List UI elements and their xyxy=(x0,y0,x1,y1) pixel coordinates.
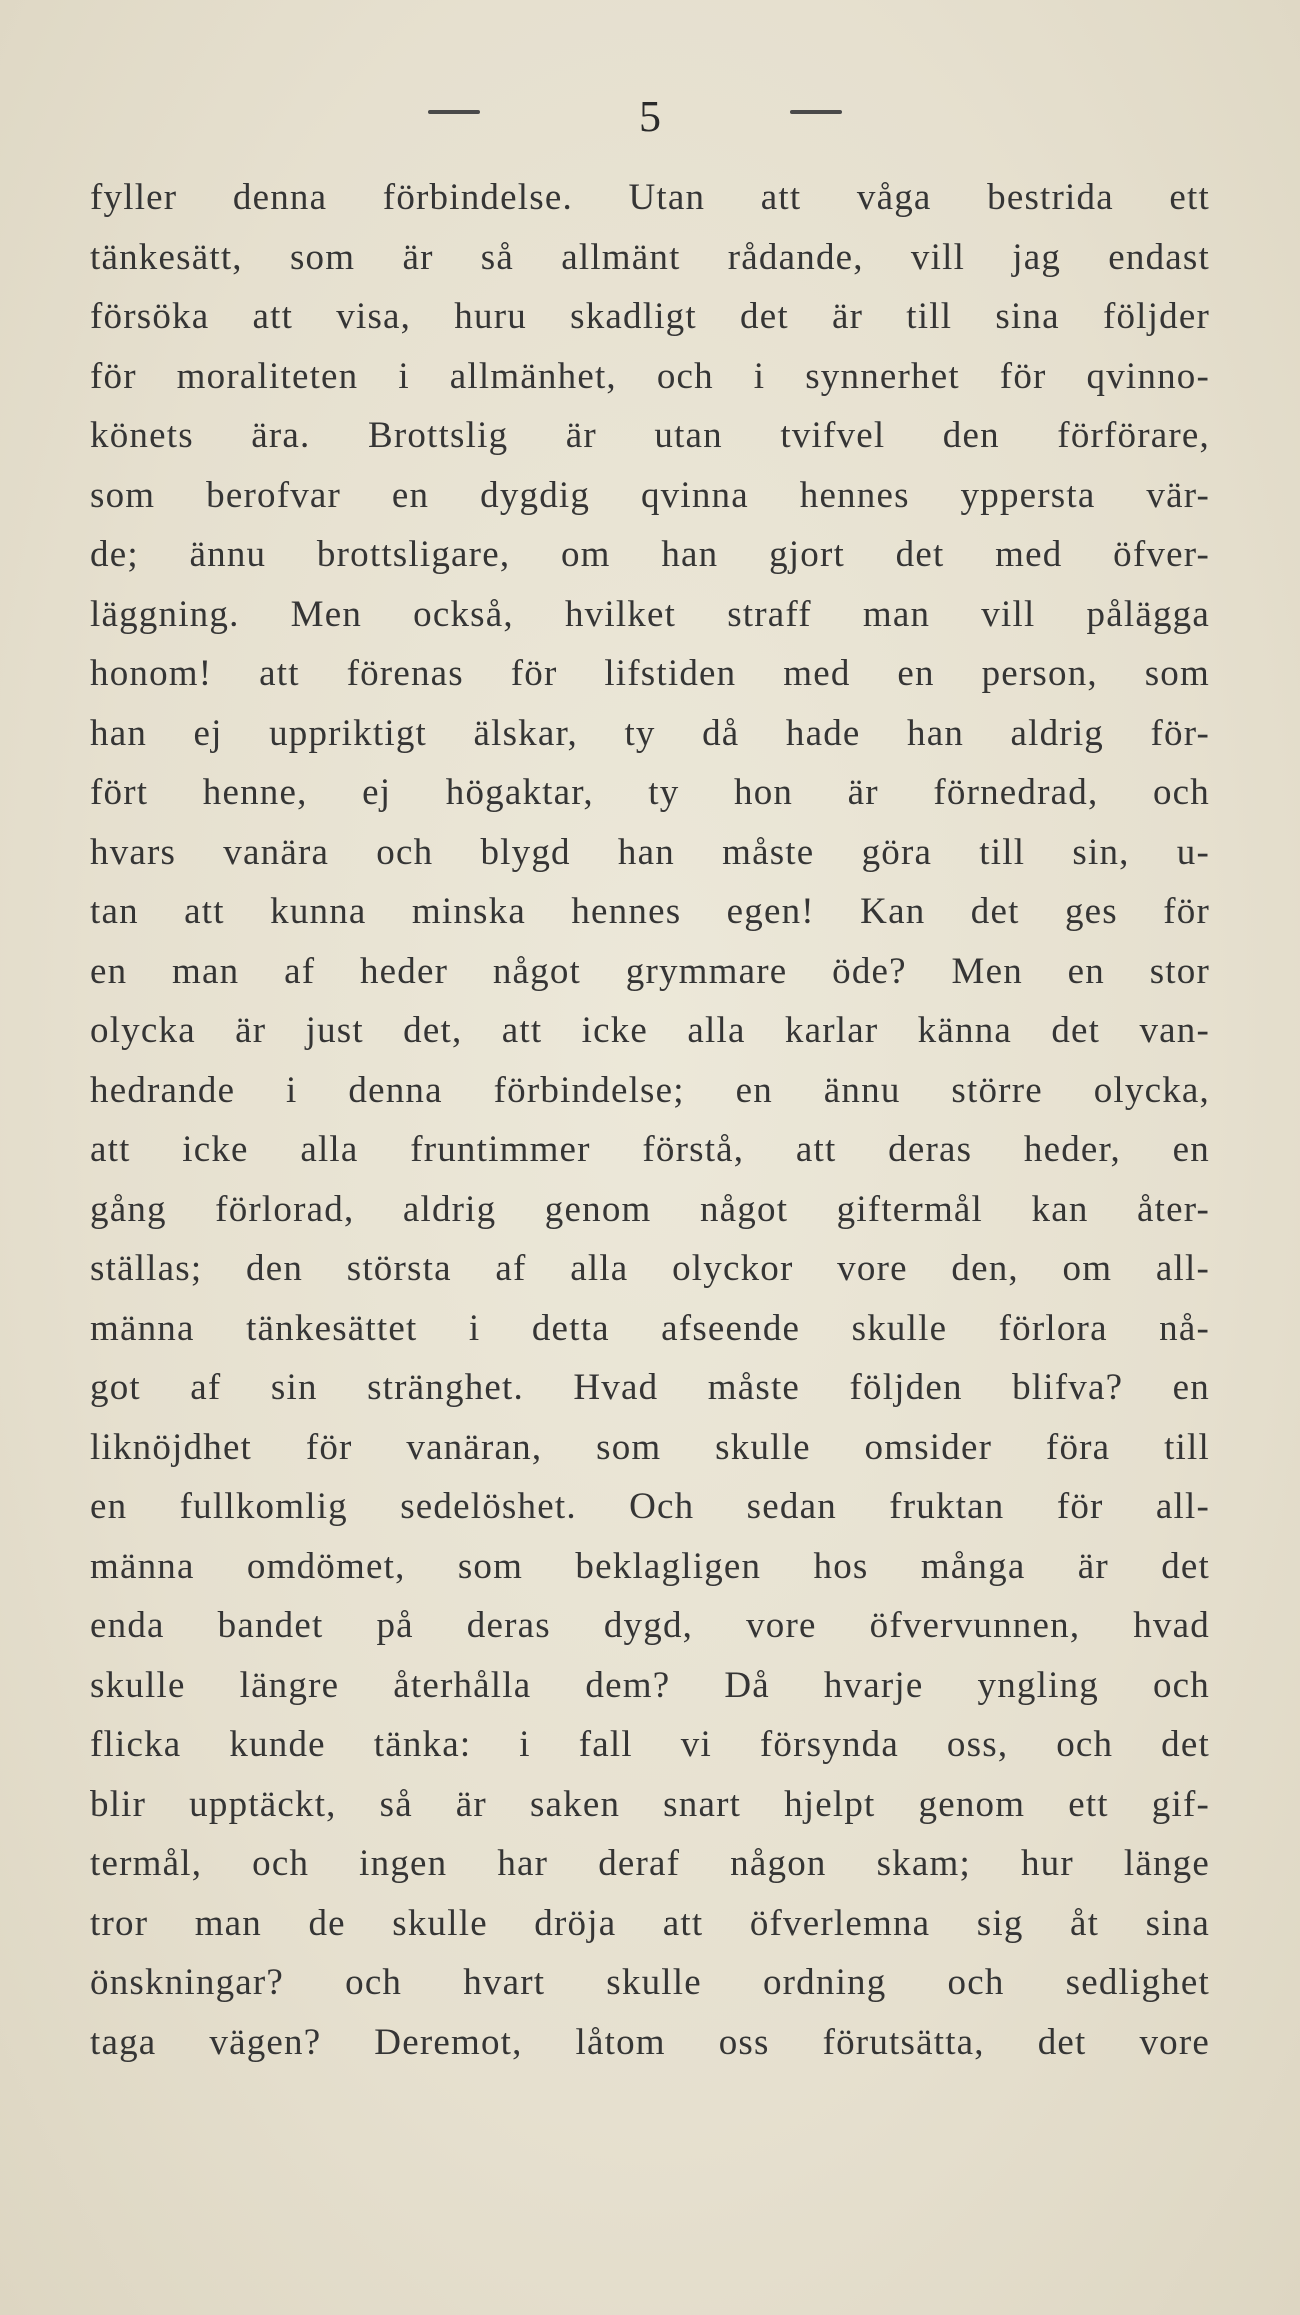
text-line: skulle längre återhålla dem? Då hvarje yngling och xyxy=(90,1664,1210,1706)
page-number: 5 xyxy=(639,92,661,141)
text-line: taga vägen? Deremot, låtom oss förutsätta, det vore xyxy=(90,2021,1210,2063)
text-line: han ej uppriktigt älskar, ty då hade han aldrig för- xyxy=(90,712,1210,754)
text-line: honom! att förenas för lifstiden med en person, som xyxy=(90,653,1210,694)
text-line: blir upptäckt, så är saken snart hjelpt genom ett gif- xyxy=(90,1783,1210,1825)
text-line: önskningar? och hvart skulle ordning och sedlighet xyxy=(90,1962,1210,2003)
header-ornament-right xyxy=(790,110,842,114)
text-line: läggning. Men också, hvilket straff man vill pålägga xyxy=(90,593,1210,635)
text-line: som berofvar en dygdig qvinna hennes yppersta vär- xyxy=(90,474,1210,516)
text-line: männa tänkesättet i detta afseende skulle förlora nå- xyxy=(90,1307,1210,1349)
text-line: könets ära. Brottslig är utan tvifvel den förförare, xyxy=(90,415,1210,456)
text-line: termål, och ingen har deraf någon skam; hur länge xyxy=(90,1843,1210,1884)
text-line: fyller denna förbindelse. Utan att våga bestrida ett xyxy=(90,177,1210,218)
text-line: tror man de skulle dröja att öfverlemna sig åt sina xyxy=(90,1902,1210,1944)
text-line: enda bandet på deras dygd, vore öfvervunnen, hvad xyxy=(90,1605,1210,1646)
body-text xyxy=(90,168,1210,2072)
text-line: försöka att visa, huru skadligt det är till sina följder xyxy=(90,296,1210,337)
text-line: männa omdömet, som beklagligen hos många är det xyxy=(90,1545,1210,1587)
text-line: en man af heder något grymmare öde? Men en stor xyxy=(90,950,1210,992)
text-line: en fullkomlig sedelöshet. Och sedan fruktan för all- xyxy=(90,1486,1210,1527)
text-line: olycka är just det, att icke alla karlar känna det van- xyxy=(90,1010,1210,1051)
text-line: för moraliteten i allmänhet, och i synnerhet för qvinno- xyxy=(90,355,1210,397)
text-line: hvars vanära och blygd han måste göra till sin, u- xyxy=(90,831,1210,873)
page-header xyxy=(0,92,1300,142)
text-line: tan att kunna minska hennes egen! Kan det ges för xyxy=(90,891,1210,932)
text-line: hedrande i denna förbindelse; en ännu större olycka, xyxy=(90,1069,1210,1111)
text-line: got af sin stränghet. Hvad måste följden blifva? en xyxy=(90,1367,1210,1408)
text-line: gång förlorad, aldrig genom något giftermål kan åter- xyxy=(90,1188,1210,1230)
text-line: fört henne, ej högaktar, ty hon är förnedrad, och xyxy=(90,772,1210,813)
text-line: de; ännu brottsligare, om han gjort det med öfver- xyxy=(90,534,1210,575)
header-ornament-left xyxy=(428,110,480,114)
text-line: att icke alla fruntimmer förstå, att deras heder, en xyxy=(90,1129,1210,1170)
text-line: liknöjdhet för vanäran, som skulle omsider föra till xyxy=(90,1426,1210,1468)
text-line: ställas; den största af alla olyckor vore den, om all- xyxy=(90,1248,1210,1289)
text-line: tänkesätt, som är så allmänt rådande, vill jag endast xyxy=(90,236,1210,278)
text-line: flicka kunde tänka: i fall vi försynda oss, och det xyxy=(90,1724,1210,1765)
